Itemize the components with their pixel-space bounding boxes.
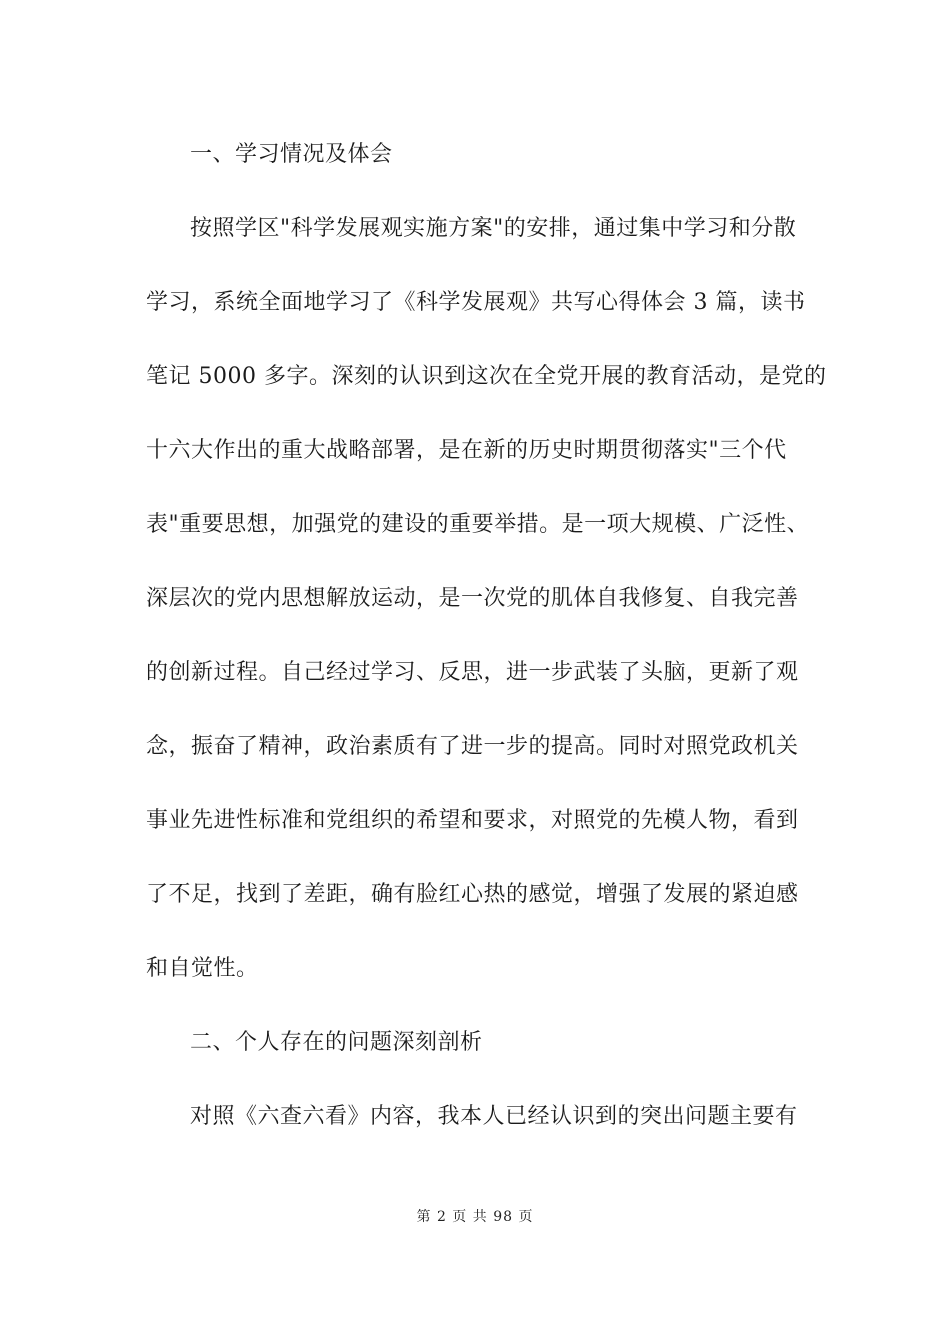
paragraph-line: 学习，系统全面地学习了《科学发展观》共写心得体会 3 篇，读书 (146, 290, 806, 315)
paragraph-line: 了不足，找到了差距，确有脸红心热的感觉，增强了发展的紧迫感 (146, 882, 799, 907)
paragraph-line: 表"重要思想，加强党的建设的重要举措。是一项大规模、广泛性、 (146, 512, 810, 537)
paragraph-line: 和自觉性。 (146, 956, 259, 981)
page-number-footer: 第 2 页 共 98 页 (416, 1209, 534, 1225)
paragraph-line: 按照学区"科学发展观实施方案"的安排，通过集中学习和分散 (190, 216, 797, 241)
paragraph-line: 笔记 5000 多字。深刻的认识到这次在全党开展的教育活动，是党的 (146, 364, 827, 389)
paragraph-line: 十六大作出的重大战略部署，是在新的历史时期贯彻落实"三个代 (146, 438, 787, 463)
section-heading-1: 一、学习情况及体会 (190, 142, 393, 167)
document-body (146, 136, 827, 1172)
paragraph-line: 对照《六查六看》内容，我本人已经认识到的突出问题主要有 (190, 1104, 798, 1129)
section-heading-2: 二、个人存在的问题深刻剖析 (190, 1030, 483, 1055)
paragraph-line: 的创新过程。自己经过学习、反思，进一步武装了头脑，更新了观 (146, 660, 799, 685)
paragraph-line: 念，振奋了精神，政治素质有了进一步的提高。同时对照党政机关 (146, 734, 799, 759)
paragraph-line: 事业先进性标准和党组织的希望和要求，对照党的先模人物，看到 (146, 808, 799, 833)
paragraph-line: 深层次的党内思想解放运动，是一次党的肌体自我修复、自我完善 (146, 586, 799, 611)
